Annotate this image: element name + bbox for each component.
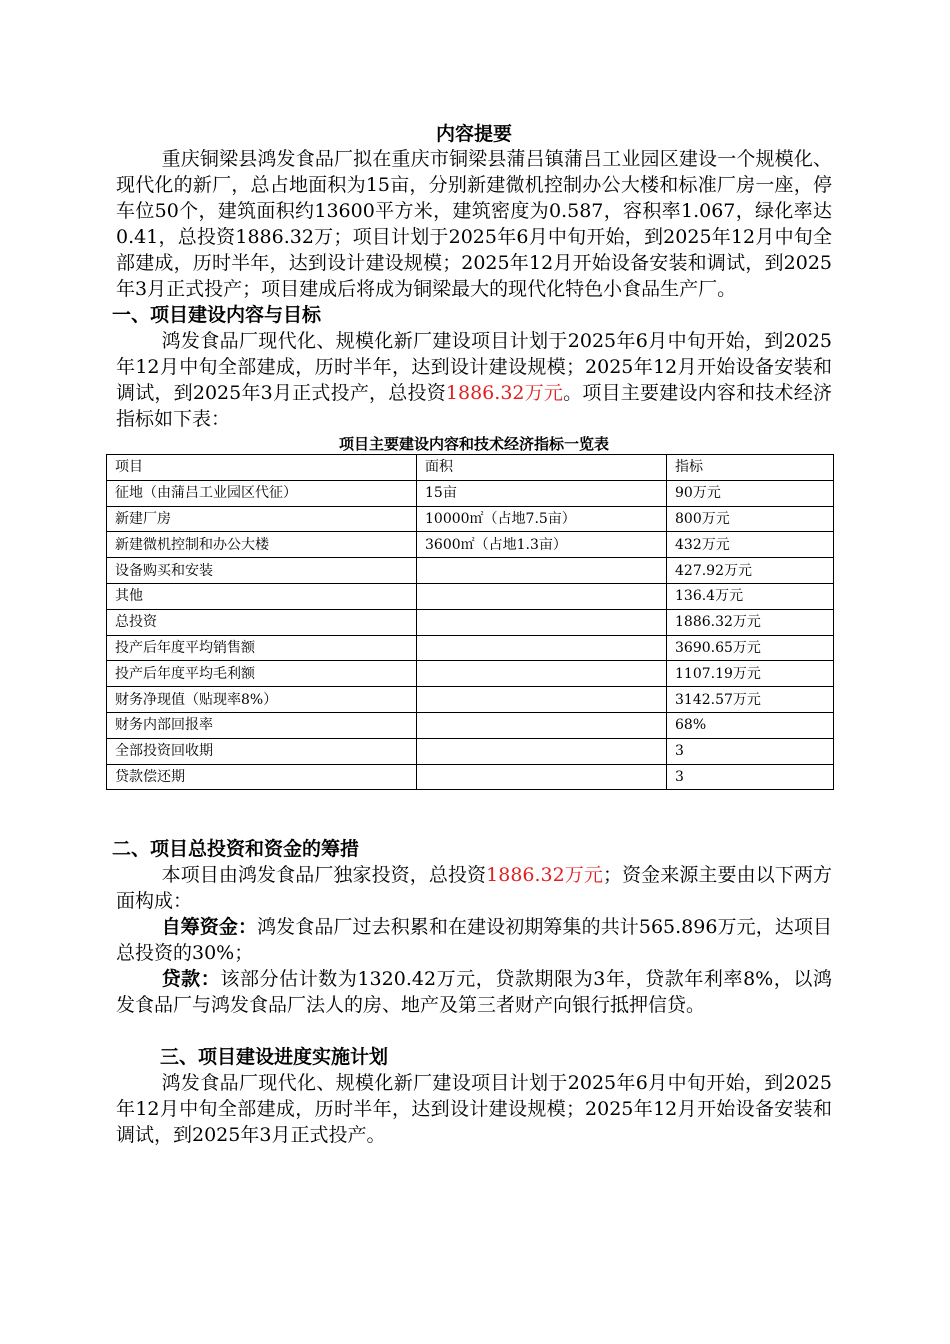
summary-title: 内容提要 xyxy=(435,123,512,145)
indicators-table xyxy=(106,454,834,790)
section1-text xyxy=(116,328,832,432)
table-cell xyxy=(417,764,667,790)
table-row xyxy=(107,738,834,764)
table-row xyxy=(107,764,834,790)
section3-text: 鸿发食品厂现代化、规模化新厂建设项目计划于2025年6月中旬开始，到2025年12月中旬全部建成，历时半年，达到设计建设规模；2025年12月开始设备安装和调试，到2025年3月正式投产。 xyxy=(116,1072,832,1147)
table-cell: 设备购买和安装 xyxy=(107,558,417,584)
table-row xyxy=(107,687,834,713)
table-cell: 427.92万元 xyxy=(667,558,834,584)
section2-text-after: ；资金来源主要由以下两方面构成： xyxy=(116,864,832,913)
table-cell: 投产后年度平均销售额 xyxy=(107,635,417,661)
table-cell xyxy=(417,738,667,764)
table-header-cell: 项目 xyxy=(107,455,417,481)
loan-text: 该部分估计数为1320.42万元，贷款期限为3年，贷款年利率8%，以鸿发食品厂与鸿发食品厂法人的房、地产及第三者财产向银行抵押信贷。 xyxy=(116,968,832,1017)
table-cell xyxy=(417,687,667,713)
table-cell: 财务净现值（贴现率8%） xyxy=(107,687,417,713)
section2-amount: 1886.32万元 xyxy=(486,864,603,887)
table-cell: 新建微机控制和办公大楼 xyxy=(107,532,417,558)
spacer xyxy=(116,1018,832,1044)
table-cell: 136.4万元 xyxy=(667,583,834,609)
table-row xyxy=(107,583,834,609)
table-cell: 3 xyxy=(667,764,834,790)
section1-amount: 1886.32万元 xyxy=(445,382,564,404)
table-cell xyxy=(417,558,667,584)
table-cell: 432万元 xyxy=(667,532,834,558)
table-cell: 总投资 xyxy=(107,609,417,635)
table-cell xyxy=(417,635,667,661)
table-cell: 其他 xyxy=(107,583,417,609)
table-cell: 800万元 xyxy=(667,506,834,532)
section2-heading: 二、项目总投资和资金的筹措 xyxy=(112,838,360,861)
table-cell xyxy=(417,583,667,609)
indicators-table-body xyxy=(107,455,834,790)
table-header-cell: 指标 xyxy=(667,455,834,481)
table-title: 项目主要建设内容和技术经济指标一览表 xyxy=(338,435,609,453)
self-funding-label: 自筹资金： xyxy=(161,916,258,939)
table-cell: 全部投资回收期 xyxy=(107,738,417,764)
table-cell: 3 xyxy=(667,738,834,764)
table-cell: 财务内部回报率 xyxy=(107,712,417,738)
table-cell xyxy=(417,661,667,687)
table-row xyxy=(107,532,834,558)
table-cell: 3142.57万元 xyxy=(667,687,834,713)
table-cell: 3690.65万元 xyxy=(667,635,834,661)
table-header-cell: 面积 xyxy=(417,455,667,481)
summary-text: 重庆铜梁县鸿发食品厂拟在重庆市铜梁县蒲吕镇蒲吕工业园区建设一个规模化、现代化的新厂，总占地面积为15亩，分别新建微机控制办公大楼和标准厂房一座，停车位50个，建筑面积约13600平方米，建筑密度为0.587，容积率1.067，绿化率达0.41，总投资1886.32万；项目计划于2025年6月中旬开始，到2025年12月中旬全部建成，历时半年，达到设计建设规模；2025年12月开始设备安装和调试，到2025年3月正式投产；项目建成后将成为铜梁最大的现代化特色小食品生产厂。 xyxy=(116,148,832,300)
table-row xyxy=(107,558,834,584)
self-funding-paragraph xyxy=(116,914,832,966)
section1-text-before: 鸿发食品厂现代化、规模化新厂建设项目计划于2025年6月中旬开始，到2025年12月中旬全部建成，历时半年，达到设计建设规模；2025年12月开始设备安装和调试，到2025年3月正式投产，总投资 xyxy=(116,330,832,404)
table-cell: 15亩 xyxy=(417,480,667,506)
table-row xyxy=(107,661,834,687)
table-cell: 10000㎡（占地7.5亩） xyxy=(417,506,667,532)
loan-label: 贷款： xyxy=(161,968,221,991)
section3-heading: 三、项目建设进度实施计划 xyxy=(160,1046,389,1069)
section2-text-before: 本项目由鸿发食品厂独家投资，总投资 xyxy=(161,864,487,887)
table-cell: 征地（由蒲吕工业园区代征） xyxy=(107,480,417,506)
section2-text xyxy=(116,862,832,914)
table-header-row xyxy=(107,455,834,481)
table-cell: 90万元 xyxy=(667,480,834,506)
table-cell: 1886.32万元 xyxy=(667,609,834,635)
loan-paragraph xyxy=(116,966,832,1018)
table-cell: 新建厂房 xyxy=(107,506,417,532)
table-cell xyxy=(417,712,667,738)
section1-text-after: 。项目主要建设内容和技术经济指标如下表： xyxy=(116,382,832,430)
self-funding-text: 鸿发食品厂过去积累和在建设初期筹集的共计565.896万元，达项目总投资的30%； xyxy=(116,916,832,965)
table-cell: 68% xyxy=(667,712,834,738)
table-row xyxy=(107,712,834,738)
table-row xyxy=(107,635,834,661)
table-cell: 3600㎡（占地1.3亩） xyxy=(417,532,667,558)
table-row xyxy=(107,609,834,635)
document-body xyxy=(112,122,832,1148)
table-cell: 投产后年度平均毛利额 xyxy=(107,661,417,687)
table-cell: 1107.19万元 xyxy=(667,661,834,687)
table-cell: 贷款偿还期 xyxy=(107,764,417,790)
table-cell xyxy=(417,609,667,635)
section1-heading: 一、项目建设内容与目标 xyxy=(112,304,322,326)
table-row xyxy=(107,480,834,506)
spacer xyxy=(116,790,832,836)
table-row xyxy=(107,506,834,532)
